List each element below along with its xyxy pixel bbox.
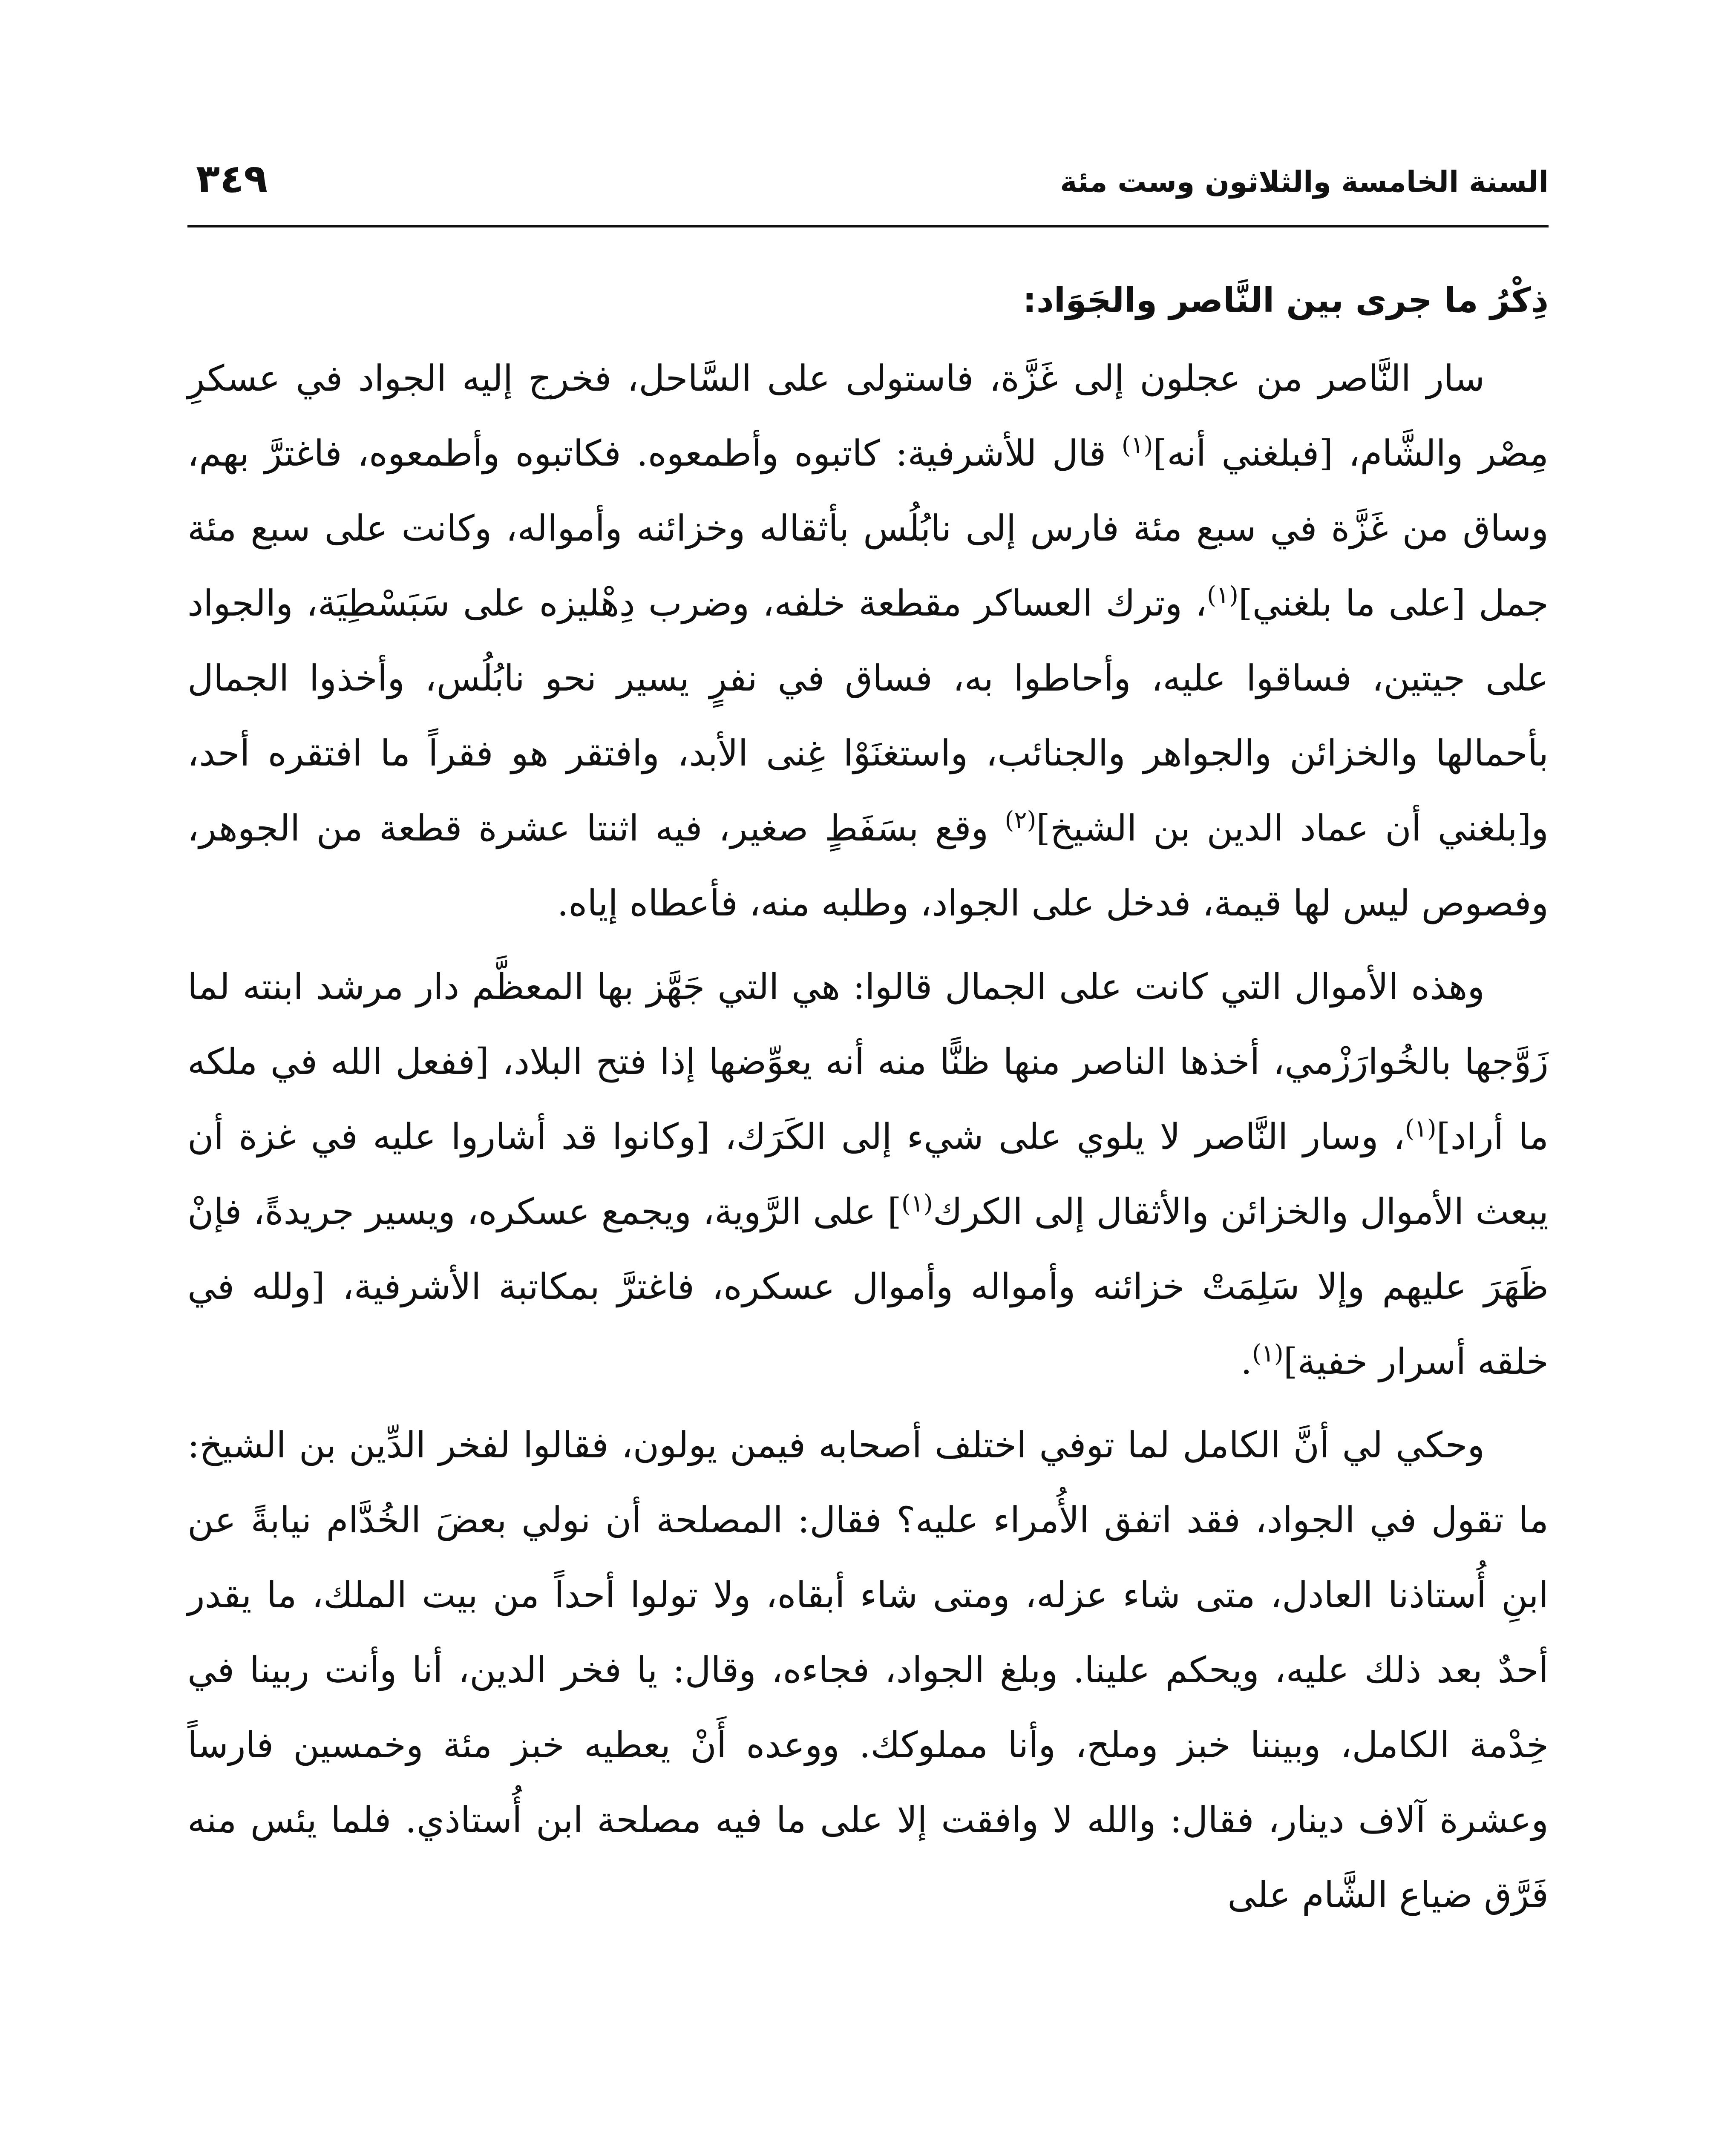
body-text (187, 268, 1549, 1941)
text-segment: ، وسار النَّاصر لا يلوي على شيء إلى الكَرَك، [وكانوا قد أشاروا عليه في غزة أن يبعث الأموال والخزائن والأثقال إلى الكرك (187, 1116, 1549, 1232)
header-rule (187, 225, 1549, 227)
footnote-ref: (١) (1405, 1115, 1437, 1143)
text-segment: وهذه الأموال التي كانت على الجمال قالوا: هي التي جَهَّز بها المعظَّم دار مرشد ابنته لما زَوَّجها بالخُوارَزْمي، أخذها الناصر منها ظنًّا منه أنه يعوِّضها إذا فتح البلاد، [ففعل الله في ملكه ما أراد] (187, 966, 1549, 1157)
page-number: ٣٤٩ (196, 156, 268, 201)
text-segment: ، وترك العساكر مقطعة خلفه، وضرب دِهْليزه على سَبَسْطِيَة، والجواد على جيتين، فساقوا عليه، وأحاطوا به، فساق في نفرٍ يسير نحو نابُلُس، وأخذوا الجمال بأحمالها والخزائن والجواهر والجنائب، واستغنَوْا غِنى الأبد، وافتقر هو فقراً ما افتقره أحد، و[بلغني أن عماد الدين بن الشيخ] (187, 582, 1549, 849)
page-header (187, 158, 1549, 209)
text-segment: قال للأشرفية: كاتبوه وأطمعوه. فكاتبوه وأطمعوه، فاغترَّ بهم، وساق من غَزَّة في سبع مئة فارس إلى نابُلُس بأثقاله وخزائنه وأمواله، وكانت على سبع مئة جمل [على ما بلغني] (187, 432, 1549, 624)
text-segment: وحكي لي أنَّ الكامل لما توفي اختلف أصحابه فيمن يولون، فقالوا لفخر الدِّين بن الشيخ: ما تقول في الجواد، فقد اتفق الأُمراء عليه؟ فقال: المصلحة أن نولي بعضَ الخُدَّام نيابةً عن ابنِ أُستاذنا العادل، متى شاء عزله، ومتى شاء أبقاه، ولا تولوا أحداً من بيت الملك، ما يقدر أحدٌ بعد ذلك عليه، ويحكم علينا. وبلغ الجواد، فجاءه، وقال: يا فخر الدين، أنا وأنت ربينا في خِدْمة الكامل، وبيننا خبز وملح، وأنا مملوكك. ووعده أَنْ يعطيه خبز مئة وخمسين فارساً وعشرة آلاف دينار، فقال: والله لا وافقت إلا على ما فيه مصلحة ابن أُستاذي. فلما يئس منه فَرَّق ضياع الشَّام على (187, 1424, 1549, 1916)
text-segment: ] على الرَّوية، ويجمع عسكره، ويسير جريدةً، فإنْ ظَهَرَ عليهم وإلا سَلِمَتْ خزائنه وأمواله وأموال عسكره، فاغترَّ بمكاتبة الأشرفية، [ولله في خلقه أسرار خفية] (187, 1191, 1549, 1382)
text-segment: . (1241, 1341, 1252, 1382)
footnote-ref: (١) (1121, 432, 1153, 459)
paragraph (187, 949, 1549, 1399)
footnote-ref: (١) (1207, 581, 1238, 609)
footnote-ref: (٢) (1005, 806, 1036, 834)
paragraph (187, 1408, 1549, 1932)
footnote-ref: (١) (901, 1190, 933, 1218)
running-title: السنة الخامسة والثلاثون وست مئة (1060, 165, 1549, 199)
paragraph (187, 341, 1549, 941)
text-segment: سار النَّاصر من عجلون إلى غَزَّة، فاستولى على السَّاحل، فخرج إليه الجواد في عسكرِ مِصْر والشَّام، [فبلغني أنه] (187, 357, 1549, 474)
footnote-ref: (١) (1252, 1340, 1284, 1367)
section-heading: ذِكْرُ ما جرى بين النَّاصر والجَوَاد: (1022, 280, 1549, 320)
text-segment: وقع بسَفَطٍ صغير، فيه اثنتا عشرة قطعة من الجوهر، وفصوص ليس لها قيمة، فدخل على الجواد، وطلبه منه، فأعطاه إياه. (187, 807, 1549, 924)
